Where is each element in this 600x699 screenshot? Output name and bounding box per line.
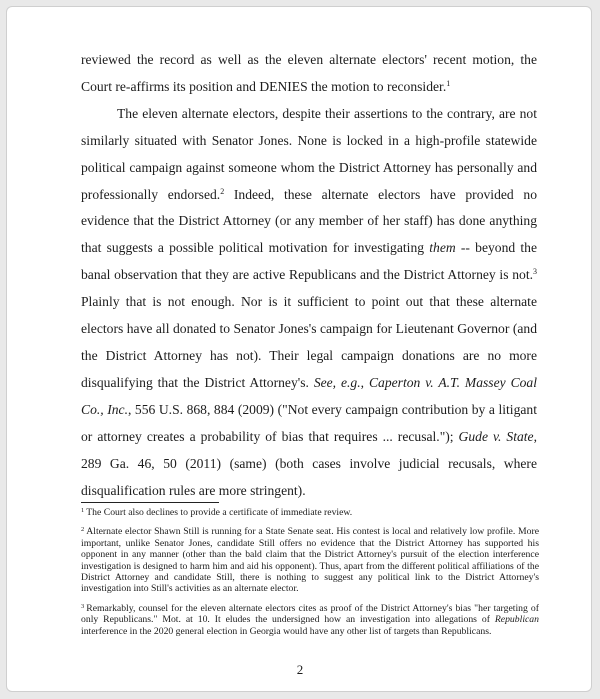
footnote-2: $^2$ Alternate elector Shawn Still is running for a State Senate seat. His contest is local and relatively low profile. More important, unlike Senator Jones, candidate Still offers no evidence that the District Attorney has supported his opponent in any manner (other than the bald claim that the District Attorney's pursuit of the election interference investigation is designed to harm him and aid his opponent). Thus, apart from the different political affiliations of the District Attorney and candidate Still, there is nothing to suggest any political link to the District Attorney's investigation into Still's activities as an alternate elector. (81, 526, 539, 595)
emphasis-republican: Republican (494, 614, 539, 626)
paragraph-1: reviewed the record as well as the eleven alternate electors' recent motion, the Court re-affirms its position and DENIES the motion to reconsider.$^1$ (81, 52, 537, 94)
footnote-ref-1: 1 (446, 78, 451, 88)
document-page (6, 6, 592, 692)
footnote-3: $^3$ Remarkably, counsel for the eleven alternate electors cites as proof of the District Attorney's bias "her targeting of only Republicans." Mot. at 10. It eludes the undersigned how an investigation into allegations of Republican interference in the 2020 general election in Georgia would have any other list of targets than Republicans. (81, 602, 539, 637)
emphasis-them: them (429, 240, 456, 256)
footnote-ref-2: 2 (220, 186, 225, 196)
footnote-ref-3: 3 (533, 267, 537, 277)
footnotes (81, 507, 539, 645)
case-name-gude: Gude v. State (458, 428, 534, 444)
footnote-divider (81, 502, 219, 503)
case-name-caperton: Caperton v. A.T. Massey Coal Co., Inc. (81, 374, 538, 417)
paragraph-2: The eleven alternate electors, despite their assertions to the contrary, are not similarly situated with Senator Jones. None is locked in a high-profile statewide political campaign against someone whom the District Attorney has personally and professionally endorsed.$^2$ Indeed, these alternate electors have provided no evidence that the District Attorney (or any member of her staff) has done anything that suggests a possible political motivation for investigating them -- beyond the banal observation that they are active Republicans and the District Attorney is not.$^3$ Plainly that is not enough. Nor is it sufficient to point out that these alternate electors have all donated to Senator Jones's campaign for Lieutenant Governor (and the District Attorney has not). Their legal campaign donations are no more disqualifying that the District Attorney's. See, e.g., Caperton v. A.T. Massey Coal Co., Inc., 556 U.S. 868, 884 (2009) ("Not every campaign contribution by a litigant or attorney creates a probability of bias that requires ... recusal."); Gude v. State, 289 Ga. 46, 50 (2011) (same) (both cases involve judicial recusals, where disqualification rules are more stringent). (81, 105, 538, 498)
citation-signal: See, e.g. (313, 374, 361, 390)
page-number: 2 (296, 662, 304, 677)
footnote-1: $^1$ The Court also declines to provide a certificate of immediate review. (81, 507, 353, 518)
body-text (81, 47, 537, 504)
